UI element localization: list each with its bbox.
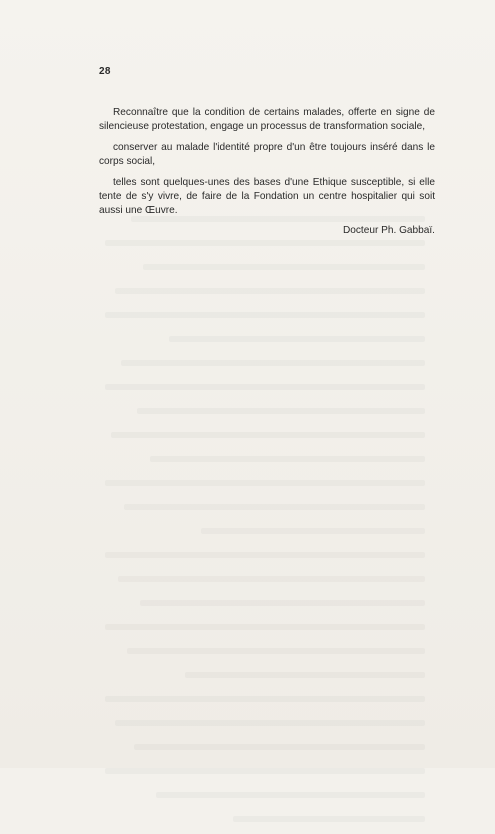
paragraph: conserver au malade l'identité propre d'un être toujours inséré dans le corps social, bbox=[99, 142, 435, 167]
paragraph: telles sont quelques-unes des bases d'une Ethique susceptible, si elle tente de s'y vivre, de faire de la Fondation un centre hospitalier qui soit aussi une Œuvre. bbox=[99, 177, 435, 216]
page-number: 28 bbox=[99, 66, 111, 77]
signature: Docteur Ph. Gabbaï. bbox=[342, 225, 435, 236]
bleed-through-shadow bbox=[105, 210, 425, 834]
paragraph: Reconnaître que la condition de certains malades, offerte en signe de silencieuse protestation, engage un processus de transformation sociale, bbox=[99, 107, 435, 132]
body-text bbox=[99, 106, 435, 225]
